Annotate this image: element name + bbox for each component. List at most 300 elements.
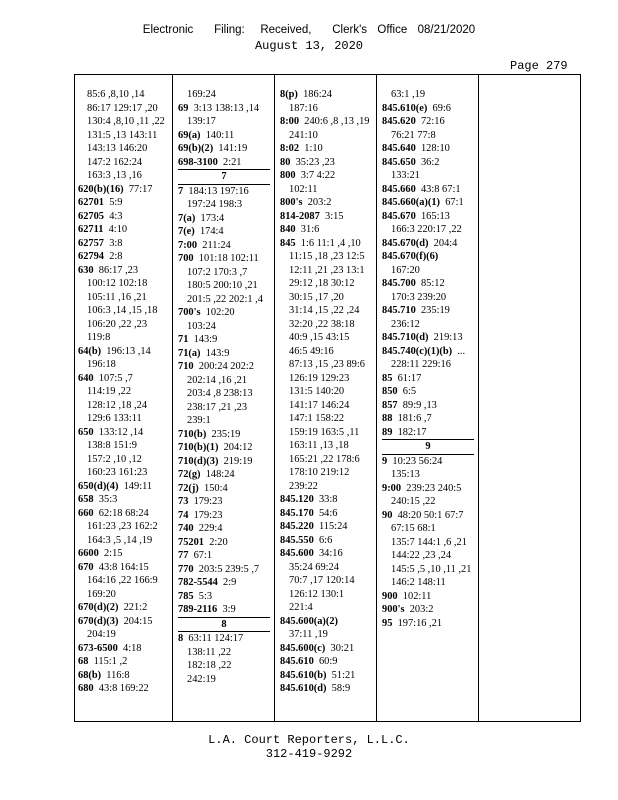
index-term: 845.550	[280, 534, 314, 546]
page-line-references: 197:24 198:3	[187, 199, 243, 210]
page-line-references: 37:11 ,19	[289, 629, 328, 640]
page-line-references: 89:9 ,13	[402, 399, 437, 411]
page-line-references: 31:14 ,15 ,22 ,24	[289, 305, 360, 316]
index-continuation	[178, 673, 270, 687]
index-term-entry	[382, 482, 474, 496]
index-continuation	[78, 385, 170, 399]
page-line-references: 147:1 158:22	[289, 413, 345, 424]
index-continuation	[78, 102, 170, 116]
index-term-entry	[280, 642, 372, 656]
index-continuation	[382, 318, 474, 332]
page-line-references: 135:7 144:1 ,6 ,21	[391, 536, 467, 548]
page-line-references: 201:5 ,22 202:1 ,4	[187, 293, 263, 305]
page-line-references: 141:19	[218, 143, 248, 154]
page-line-references: 133:21	[391, 170, 420, 181]
index-continuation	[178, 115, 270, 129]
page-line-references: 143:13 146:20	[87, 143, 148, 154]
index-term: 845.670	[382, 210, 416, 222]
index-term-entry	[280, 534, 372, 548]
index-term: 7	[178, 185, 184, 197]
index-term-entry	[382, 617, 474, 631]
index-continuation	[78, 588, 170, 602]
index-continuation	[78, 399, 170, 413]
index-term: 660	[78, 507, 94, 519]
index-term: 95	[382, 617, 393, 629]
page-line-references: 179:23	[193, 496, 223, 507]
page-line-references: 133:12 ,14	[98, 426, 144, 438]
index-continuation	[280, 331, 372, 345]
page-line-references: 163:11 ,13 ,18	[289, 440, 349, 451]
index-term-entry	[280, 196, 372, 210]
page-line-references: 3:15	[325, 210, 344, 222]
page-line-references: 4:10	[108, 224, 128, 235]
index-term-entry	[280, 669, 372, 683]
index-continuation	[280, 318, 372, 332]
index-continuation	[78, 88, 170, 102]
page-line-references: 51:21	[331, 669, 356, 681]
page-line-references: 3:7 4:22	[300, 170, 336, 181]
page-line-references: 242:19	[187, 673, 216, 685]
page-line-references: 70:7 ,17 120:14	[289, 575, 355, 586]
page-number: Page 279	[510, 59, 568, 73]
index-continuation	[178, 401, 270, 415]
index-term-entry	[78, 345, 170, 359]
page-line-references: 204:12	[223, 442, 253, 453]
page-line-references: 2:15	[103, 548, 123, 559]
index-continuation	[78, 358, 170, 372]
index-continuation	[280, 574, 372, 588]
index-term: 845.600(c)	[280, 642, 326, 654]
index-term: 900	[382, 590, 398, 602]
index-term-entry	[78, 183, 170, 197]
index-term: 845.170	[280, 507, 314, 519]
index-term-entry	[280, 547, 372, 561]
index-term: 62701	[78, 197, 104, 208]
index-continuation	[280, 345, 372, 359]
page-line-references: 128:12 ,18 ,24	[87, 399, 148, 411]
index-term: 710	[178, 361, 194, 372]
index-term-entry	[382, 372, 474, 386]
page-line-references: 4:3	[109, 210, 123, 222]
page-line-references: 103:24	[187, 320, 216, 332]
index-continuation	[78, 574, 170, 588]
page-line-references: 164:16 ,22 166:9	[87, 575, 158, 586]
index-term: 710(b)	[178, 428, 207, 440]
page-line-references: 40:9 ,15 43:15	[289, 332, 350, 343]
index-continuation	[280, 561, 372, 575]
page-line-references: 85:12	[420, 278, 445, 289]
index-term-entry	[178, 185, 270, 199]
index-term-entry	[78, 250, 170, 264]
index-term: 7(e)	[178, 226, 195, 237]
page-line-references: 139:17	[187, 116, 216, 127]
index-continuation	[78, 277, 170, 291]
page-line-references: 36:2	[420, 156, 440, 168]
index-continuation	[78, 466, 170, 480]
filing-header: Electronic Filing: Received, Clerk's Office 08/21/2020	[142, 24, 476, 36]
index-term-entry	[78, 615, 170, 629]
index-continuation	[382, 468, 474, 482]
index-continuation	[178, 266, 270, 280]
index-continuation	[178, 374, 270, 388]
index-term-entry	[78, 426, 170, 440]
page-line-references: 174:4	[199, 226, 224, 237]
index-term-entry	[78, 480, 170, 494]
index-term: 710(d)(3)	[178, 455, 219, 467]
page-line-references: 12:11 ,21 ,23 13:1	[289, 264, 365, 276]
index-term: 88	[382, 413, 393, 424]
index-term: 700	[178, 253, 194, 264]
index-term: 900's	[382, 604, 405, 615]
page-line-references: 164:3 ,5 ,14 ,19	[87, 534, 153, 546]
page-line-references: 101:18 102:11	[198, 253, 259, 264]
page-line-references: 241:10	[289, 129, 318, 141]
index-term-entry	[78, 372, 170, 386]
index-term: 845.710	[382, 305, 416, 316]
page-line-references: 140:11	[205, 129, 235, 141]
page-line-references: 63:11 124:17	[188, 633, 244, 644]
index-continuation	[280, 277, 372, 291]
index-continuation	[78, 142, 170, 156]
index-continuation	[78, 439, 170, 453]
index-term-entry	[382, 102, 474, 116]
page-line-references: 161:23 ,23 162:2	[87, 521, 158, 532]
index-term-entry	[280, 88, 372, 102]
index-continuation	[280, 466, 372, 480]
index-term: 698-3100	[178, 156, 218, 168]
page-line-references: 58:9	[331, 683, 351, 694]
index-continuation	[178, 414, 270, 428]
index-continuation	[280, 250, 372, 264]
page-line-references: 126:19 129:23	[289, 372, 350, 384]
index-term-entry	[178, 482, 270, 496]
page-line-references: 169:24	[187, 89, 216, 100]
page-line-references: 2:8	[109, 251, 123, 262]
index-continuation	[280, 102, 372, 116]
index-term: 69(b)(2)	[178, 143, 214, 154]
index-term-entry	[280, 142, 372, 156]
index-term-entry	[178, 455, 270, 469]
index-continuation	[78, 129, 170, 143]
index-term-entry	[280, 115, 372, 129]
index-term: 845.700	[382, 278, 416, 289]
index-term: 845.600	[280, 548, 314, 559]
index-term: 8:02	[280, 143, 300, 154]
page-line-references: 184:13 197:16	[188, 185, 249, 197]
letter-section-header: 8	[178, 617, 270, 633]
page-line-references: 166:3 220:17 ,22	[391, 224, 462, 235]
index-term: 7(a)	[178, 212, 196, 224]
index-term: 9:00	[382, 482, 402, 494]
index-term-entry	[382, 250, 474, 264]
page-line-references: 5:9	[109, 197, 123, 208]
index-term-entry	[382, 603, 474, 617]
page-line-references: 85:6 ,8,10 ,14	[87, 89, 145, 100]
page-line-references: 46:5 49:16	[289, 345, 334, 357]
index-term: 710(b)(1)	[178, 442, 219, 453]
index-term-entry	[382, 345, 474, 359]
index-term: 814-2087	[280, 210, 320, 222]
page-line-references: 77:17	[128, 183, 153, 195]
page-line-references: 86:17 ,23	[98, 264, 139, 276]
index-term-entry	[178, 102, 270, 116]
index-continuation	[382, 264, 474, 278]
page-line-references: 60:9	[318, 656, 338, 667]
index-term-entry	[78, 561, 170, 575]
index-continuation	[78, 115, 170, 129]
index-term: 845.740(c)(1)(b)	[382, 345, 453, 357]
index-term: 845.650	[382, 156, 416, 168]
page-line-references: 35:24 69:24	[289, 561, 339, 573]
index-continuation	[78, 169, 170, 183]
index-term-entry	[382, 156, 474, 170]
index-continuation	[382, 563, 474, 577]
page-line-references: 157:2 ,10 ,12	[87, 453, 142, 465]
index-term: 845.600(a)(2)	[280, 615, 339, 627]
index-term-entry	[78, 493, 170, 507]
index-continuation	[78, 453, 170, 467]
letter-section-header: 9	[382, 439, 474, 455]
index-term-entry	[178, 252, 270, 266]
index-term-entry	[178, 590, 270, 604]
page-line-references: 131:5 ,13 143:11	[87, 129, 158, 141]
page-line-references: 69:6	[432, 102, 451, 114]
page-line-references: 159:19 163:5 ,11	[289, 426, 360, 438]
reporter-phone: 312-419-9292	[265, 747, 353, 761]
page-line-references: 6:5	[402, 386, 417, 397]
index-term: 700's	[178, 307, 201, 318]
index-term-entry	[178, 576, 270, 590]
index-term-entry	[382, 399, 474, 413]
index-continuation	[78, 331, 170, 345]
page-line-references: 239:23 240:5	[406, 482, 462, 494]
index-term: 658	[78, 494, 94, 505]
index-term-entry	[280, 507, 372, 521]
index-term: 89	[382, 426, 393, 438]
page-line-references: 141:17 146:24	[289, 399, 350, 411]
page-line-references: 4:18	[123, 642, 142, 654]
page-line-references: 2:9	[223, 577, 237, 588]
index-term: 789-2116	[178, 604, 218, 615]
page-line-references: 149:11	[123, 480, 153, 492]
index-term: 857	[382, 399, 398, 411]
page-line-references: 2:21	[223, 156, 242, 168]
index-term: 650	[78, 426, 94, 438]
index-term-entry	[382, 115, 474, 129]
page-line-references: 119:8	[87, 332, 111, 343]
index-continuation	[280, 439, 372, 453]
page-line-references: 179:23	[193, 509, 223, 521]
index-continuation	[78, 304, 170, 318]
page-line-references: 146:2 148:11	[391, 577, 446, 588]
page-line-references: 116:8	[106, 669, 130, 681]
column-divider	[376, 74, 377, 722]
page-line-references: 221:2	[123, 602, 148, 613]
index-term-entry	[78, 507, 170, 521]
index-term-entry	[178, 142, 270, 156]
page-line-references: 186:24	[303, 89, 332, 100]
index-term: 62705	[78, 210, 104, 222]
page-line-references: 105:11 ,16 ,21	[87, 291, 147, 303]
page-line-references: 67:1	[445, 197, 464, 208]
index-continuation	[78, 520, 170, 534]
page-line-references: 62:18 68:24	[98, 507, 149, 519]
index-term-entry	[382, 210, 474, 224]
index-term: 62711	[78, 224, 104, 235]
index-continuation	[178, 320, 270, 334]
index-continuation	[280, 183, 372, 197]
page-line-references: 33:8	[318, 494, 338, 505]
page-line-references: 138:11 ,22	[187, 646, 232, 658]
index-term: 670	[78, 561, 94, 573]
page-line-references: 160:23 161:23	[87, 467, 148, 478]
index-continuation	[280, 601, 372, 615]
index-continuation	[178, 279, 270, 293]
index-continuation	[280, 358, 372, 372]
page-line-references: 115:24	[318, 521, 348, 532]
index-term-entry	[78, 223, 170, 237]
index-term: 840	[280, 224, 296, 235]
index-continuation	[382, 549, 474, 563]
index-continuation	[280, 304, 372, 318]
page-line-references: 30:15 ,17 ,20	[289, 291, 344, 303]
index-continuation	[382, 291, 474, 305]
column-divider	[172, 74, 173, 722]
index-continuation	[382, 358, 474, 372]
index-term: 69	[178, 102, 189, 114]
page-line-references: 67:15 68:1	[391, 523, 436, 534]
index-continuation	[78, 628, 170, 642]
index-term-entry	[178, 212, 270, 226]
page-line-references: 170:3 239:20	[391, 291, 447, 303]
page-line-references: 3:9	[222, 604, 236, 615]
index-continuation	[178, 198, 270, 212]
index-term-entry	[78, 655, 170, 669]
index-continuation	[280, 412, 372, 426]
index-term-entry	[280, 210, 372, 224]
page-line-references: 102:11	[289, 183, 318, 195]
index-term: 673-6500	[78, 642, 118, 654]
index-term: 8	[178, 633, 184, 644]
page-line-references: 61:17	[397, 372, 422, 384]
index-term: 845	[280, 237, 296, 249]
page-line-references: 236:12	[391, 318, 420, 330]
index-continuation	[280, 480, 372, 494]
page-line-references: 150:4	[203, 482, 228, 494]
page-line-references: 11:15 ,18 ,23 12:5	[289, 251, 365, 262]
index-term: 850	[382, 386, 398, 397]
page-line-references: 229:4	[198, 523, 223, 534]
index-term: 800's	[280, 197, 303, 208]
index-column-3	[280, 88, 372, 696]
page-line-references: 203:2	[409, 604, 434, 615]
index-term-entry	[178, 441, 270, 455]
index-term-entry	[178, 239, 270, 253]
page-line-references: 203:5 239:5 ,7	[198, 563, 260, 575]
page-line-references: 6:6	[318, 534, 333, 546]
index-term: 845.610(d)	[280, 683, 327, 694]
page-line-references: 100:12 102:18	[87, 278, 148, 289]
page-line-references: 145:5 ,5 ,10 ,11 ,21	[391, 563, 472, 575]
index-term-entry	[78, 237, 170, 251]
index-continuation	[280, 129, 372, 143]
index-term: 650(d)(4)	[78, 480, 119, 492]
index-term: 68	[78, 656, 89, 667]
page-line-references: 32:20 ,22 38:18	[289, 318, 355, 330]
index-term: 72(g)	[178, 469, 201, 480]
page-line-references: 239:22	[289, 480, 318, 492]
index-term-entry	[382, 196, 474, 210]
page-line-references: 165:13	[420, 210, 450, 222]
page-line-references: 87:13 ,15 ,23 89:6	[289, 359, 365, 370]
index-term-entry	[178, 536, 270, 550]
page-line-references: 10:23 56:24	[392, 455, 443, 467]
index-term-entry	[280, 615, 372, 629]
index-continuation	[382, 129, 474, 143]
index-term-entry	[178, 306, 270, 320]
index-term-entry	[382, 426, 474, 440]
page-line-references: 202:14 ,16 ,21	[187, 374, 248, 386]
index-term-entry	[78, 264, 170, 278]
index-term: 640	[78, 372, 94, 384]
page-line-references: 221:4	[289, 602, 313, 613]
index-term-entry	[178, 347, 270, 361]
index-term: 68(b)	[78, 669, 102, 681]
index-term: 670(d)(2)	[78, 602, 119, 613]
index-term-entry	[382, 142, 474, 156]
page-line-references: 106:3 ,14 ,15 ,18	[87, 305, 158, 316]
page-line-references: 167:20	[391, 264, 420, 276]
index-term-entry	[280, 493, 372, 507]
page-line-references: 128:10	[420, 143, 450, 154]
index-term-entry	[78, 210, 170, 224]
page-line-references: 102:11	[402, 590, 432, 602]
reporter-company: L.A. Court Reporters, L.L.C.	[208, 733, 410, 747]
page-line-references: 48:20 50:1 67:7	[397, 509, 464, 521]
index-column-4	[382, 88, 474, 630]
index-term: 845.610	[280, 656, 314, 667]
index-term-entry	[280, 520, 372, 534]
page-line-references: 147:2 162:24	[87, 156, 143, 168]
page-line-references: 107:5 ,7	[98, 372, 133, 384]
page-line-references: 43:8 164:15	[98, 561, 149, 573]
index-continuation	[382, 495, 474, 509]
page-line-references: 30:21	[330, 642, 355, 654]
index-term-entry	[78, 669, 170, 683]
index-term: 75201	[178, 536, 204, 548]
index-term-entry	[178, 563, 270, 577]
index-term-entry	[178, 156, 270, 170]
page-line-references: 228:11 229:16	[391, 359, 451, 370]
page-line-references: 114:19 ,22	[87, 386, 132, 397]
index-term: 680	[78, 683, 94, 694]
page-line-references: 143:9	[205, 347, 230, 359]
index-continuation	[178, 88, 270, 102]
filing-date: August 13, 2020	[254, 39, 364, 53]
page-line-references: 31:6	[300, 224, 320, 235]
index-term: 6600	[78, 548, 99, 559]
page-line-references: 211:24	[202, 239, 231, 251]
index-term: 71(a)	[178, 347, 201, 359]
page-line-references: 126:12 130:1	[289, 588, 345, 600]
page-line-references: 203:4 ,8 238:13	[187, 388, 253, 399]
index-term-entry	[178, 333, 270, 347]
page-line-references: 143:9	[193, 334, 218, 345]
index-term-entry	[178, 495, 270, 509]
page-line-references: 200:24 202:2	[198, 361, 254, 372]
index-continuation	[382, 522, 474, 536]
index-term-entry	[382, 331, 474, 345]
